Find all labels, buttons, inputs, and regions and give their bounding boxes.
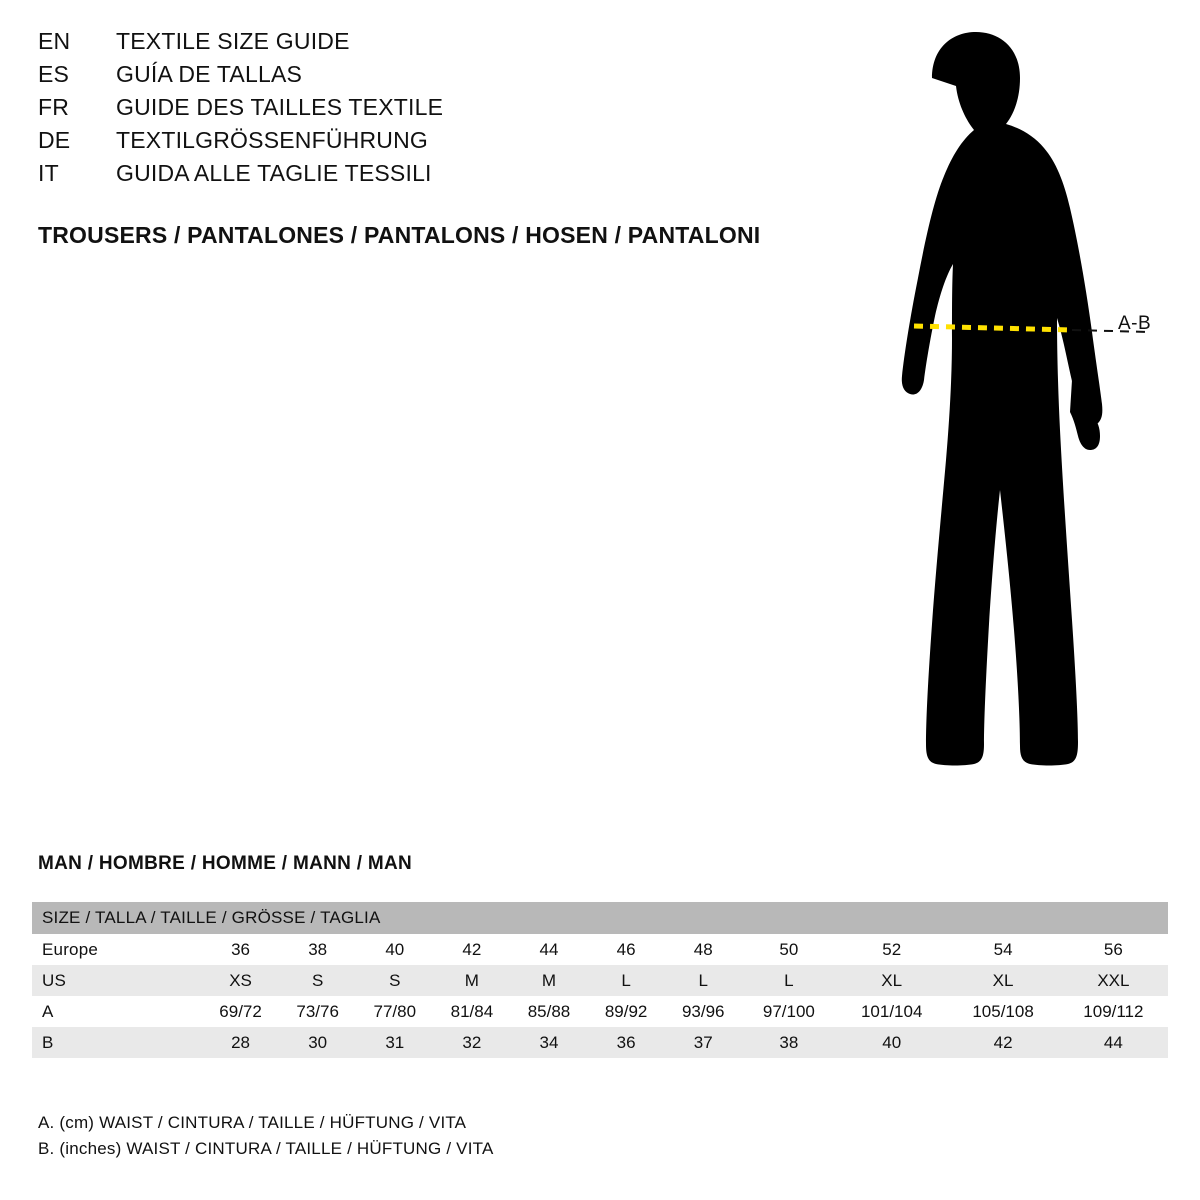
table-cell: S xyxy=(389,970,401,990)
row-label: Europe xyxy=(42,939,99,959)
language-text: TEXTILE SIZE GUIDE xyxy=(116,28,350,54)
language-code: ES xyxy=(38,61,70,87)
table-cell: 42 xyxy=(993,1032,1013,1052)
language-code: EN xyxy=(38,28,71,54)
table-row xyxy=(32,1027,1168,1058)
language-text: GUÍA DE TALLAS xyxy=(116,61,303,87)
table-cell: 42 xyxy=(462,939,482,959)
table-cell: 44 xyxy=(539,939,559,959)
language-code: DE xyxy=(38,127,71,153)
table-cell: 40 xyxy=(385,939,405,959)
table-cell: 101/104 xyxy=(860,1001,923,1021)
table-cell: 38 xyxy=(308,939,328,959)
table-cell: 52 xyxy=(882,939,902,959)
language-row xyxy=(38,28,798,61)
language-row xyxy=(38,61,798,94)
table-cell: 48 xyxy=(693,939,713,959)
table-cell: 40 xyxy=(882,1032,902,1052)
table-cell: M xyxy=(464,970,479,990)
language-text: GUIDE DES TAILLES TEXTILE xyxy=(116,94,444,120)
table-cell: 85/88 xyxy=(527,1001,571,1021)
table-cell: M xyxy=(541,970,557,990)
table-cell: 36 xyxy=(231,939,251,959)
table-cell: 81/84 xyxy=(450,1001,494,1021)
table-header-label: SIZE / TALLA / TAILLE / GRÖSSE / TAGLIA xyxy=(32,902,1168,934)
footnote-a: A. (cm) WAIST / CINTURA / TAILLE / HÜFTUNG / VITA xyxy=(38,1113,467,1132)
language-code: IT xyxy=(38,160,59,186)
table-row xyxy=(32,965,1168,996)
table-cell: 105/108 xyxy=(972,1001,1034,1021)
table-cell: 69/72 xyxy=(219,1001,262,1021)
table-cell: S xyxy=(311,970,324,990)
table-cell: 109/112 xyxy=(1083,1001,1144,1021)
garment-title: TROUSERS / PANTALONES / PANTALONS / HOSEN / PANTALONI xyxy=(38,222,761,248)
table-cell: 46 xyxy=(616,939,636,959)
size-table xyxy=(32,902,1168,1058)
language-list xyxy=(38,28,798,193)
table-cell: 44 xyxy=(1103,1032,1123,1052)
table-cell: 56 xyxy=(1103,939,1123,959)
table-section-title: MAN / HOMBRE / HOMME / MANN / MAN xyxy=(38,853,413,874)
language-text: TEXTILGRÖSSENFÜHRUNG xyxy=(116,127,428,153)
footnotes xyxy=(38,1110,494,1162)
table-cell: 89/92 xyxy=(604,1001,648,1021)
body-silhouette-figure xyxy=(820,20,1200,810)
table-cell: L xyxy=(784,970,794,990)
table-cell: 30 xyxy=(308,1032,328,1052)
table-cell: 77/80 xyxy=(373,1001,417,1021)
language-row xyxy=(38,94,798,127)
table-header-row xyxy=(32,902,1168,934)
table-cell: L xyxy=(621,970,631,990)
table-cell: XL xyxy=(992,970,1014,990)
table-cell: 32 xyxy=(462,1032,482,1052)
row-label: A xyxy=(42,1001,54,1021)
language-code: FR xyxy=(38,94,70,120)
table-cell: XS xyxy=(229,970,252,990)
table-cell: XXL xyxy=(1097,970,1130,990)
table-cell: 31 xyxy=(385,1032,405,1052)
language-text: GUIDA ALLE TAGLIE TESSILI xyxy=(116,160,432,186)
table-cell: 38 xyxy=(779,1032,799,1052)
row-label: B xyxy=(42,1032,54,1052)
table-cell: 93/96 xyxy=(681,1001,725,1021)
table-cell: 37 xyxy=(693,1032,713,1052)
table-cell: XL xyxy=(881,970,903,990)
table-row xyxy=(32,996,1168,1027)
table-row xyxy=(32,934,1168,965)
table-cell: 36 xyxy=(616,1032,636,1052)
table-cell: 73/76 xyxy=(296,1001,339,1021)
waist-measure-line xyxy=(914,326,1150,332)
measure-label-ab: A-B xyxy=(1118,313,1152,334)
table-cell: 97/100 xyxy=(762,1001,815,1021)
language-row xyxy=(38,127,798,160)
language-row xyxy=(38,160,798,193)
table-cell: L xyxy=(698,970,708,990)
table-cell: 34 xyxy=(539,1032,559,1052)
footnote-b: B. (inches) WAIST / CINTURA / TAILLE / HÜFTUNG / VITA xyxy=(38,1139,494,1158)
table-cell: 28 xyxy=(231,1032,251,1052)
table-cell: 54 xyxy=(993,939,1013,959)
row-label: US xyxy=(42,970,67,990)
table-cell: 50 xyxy=(779,939,799,959)
